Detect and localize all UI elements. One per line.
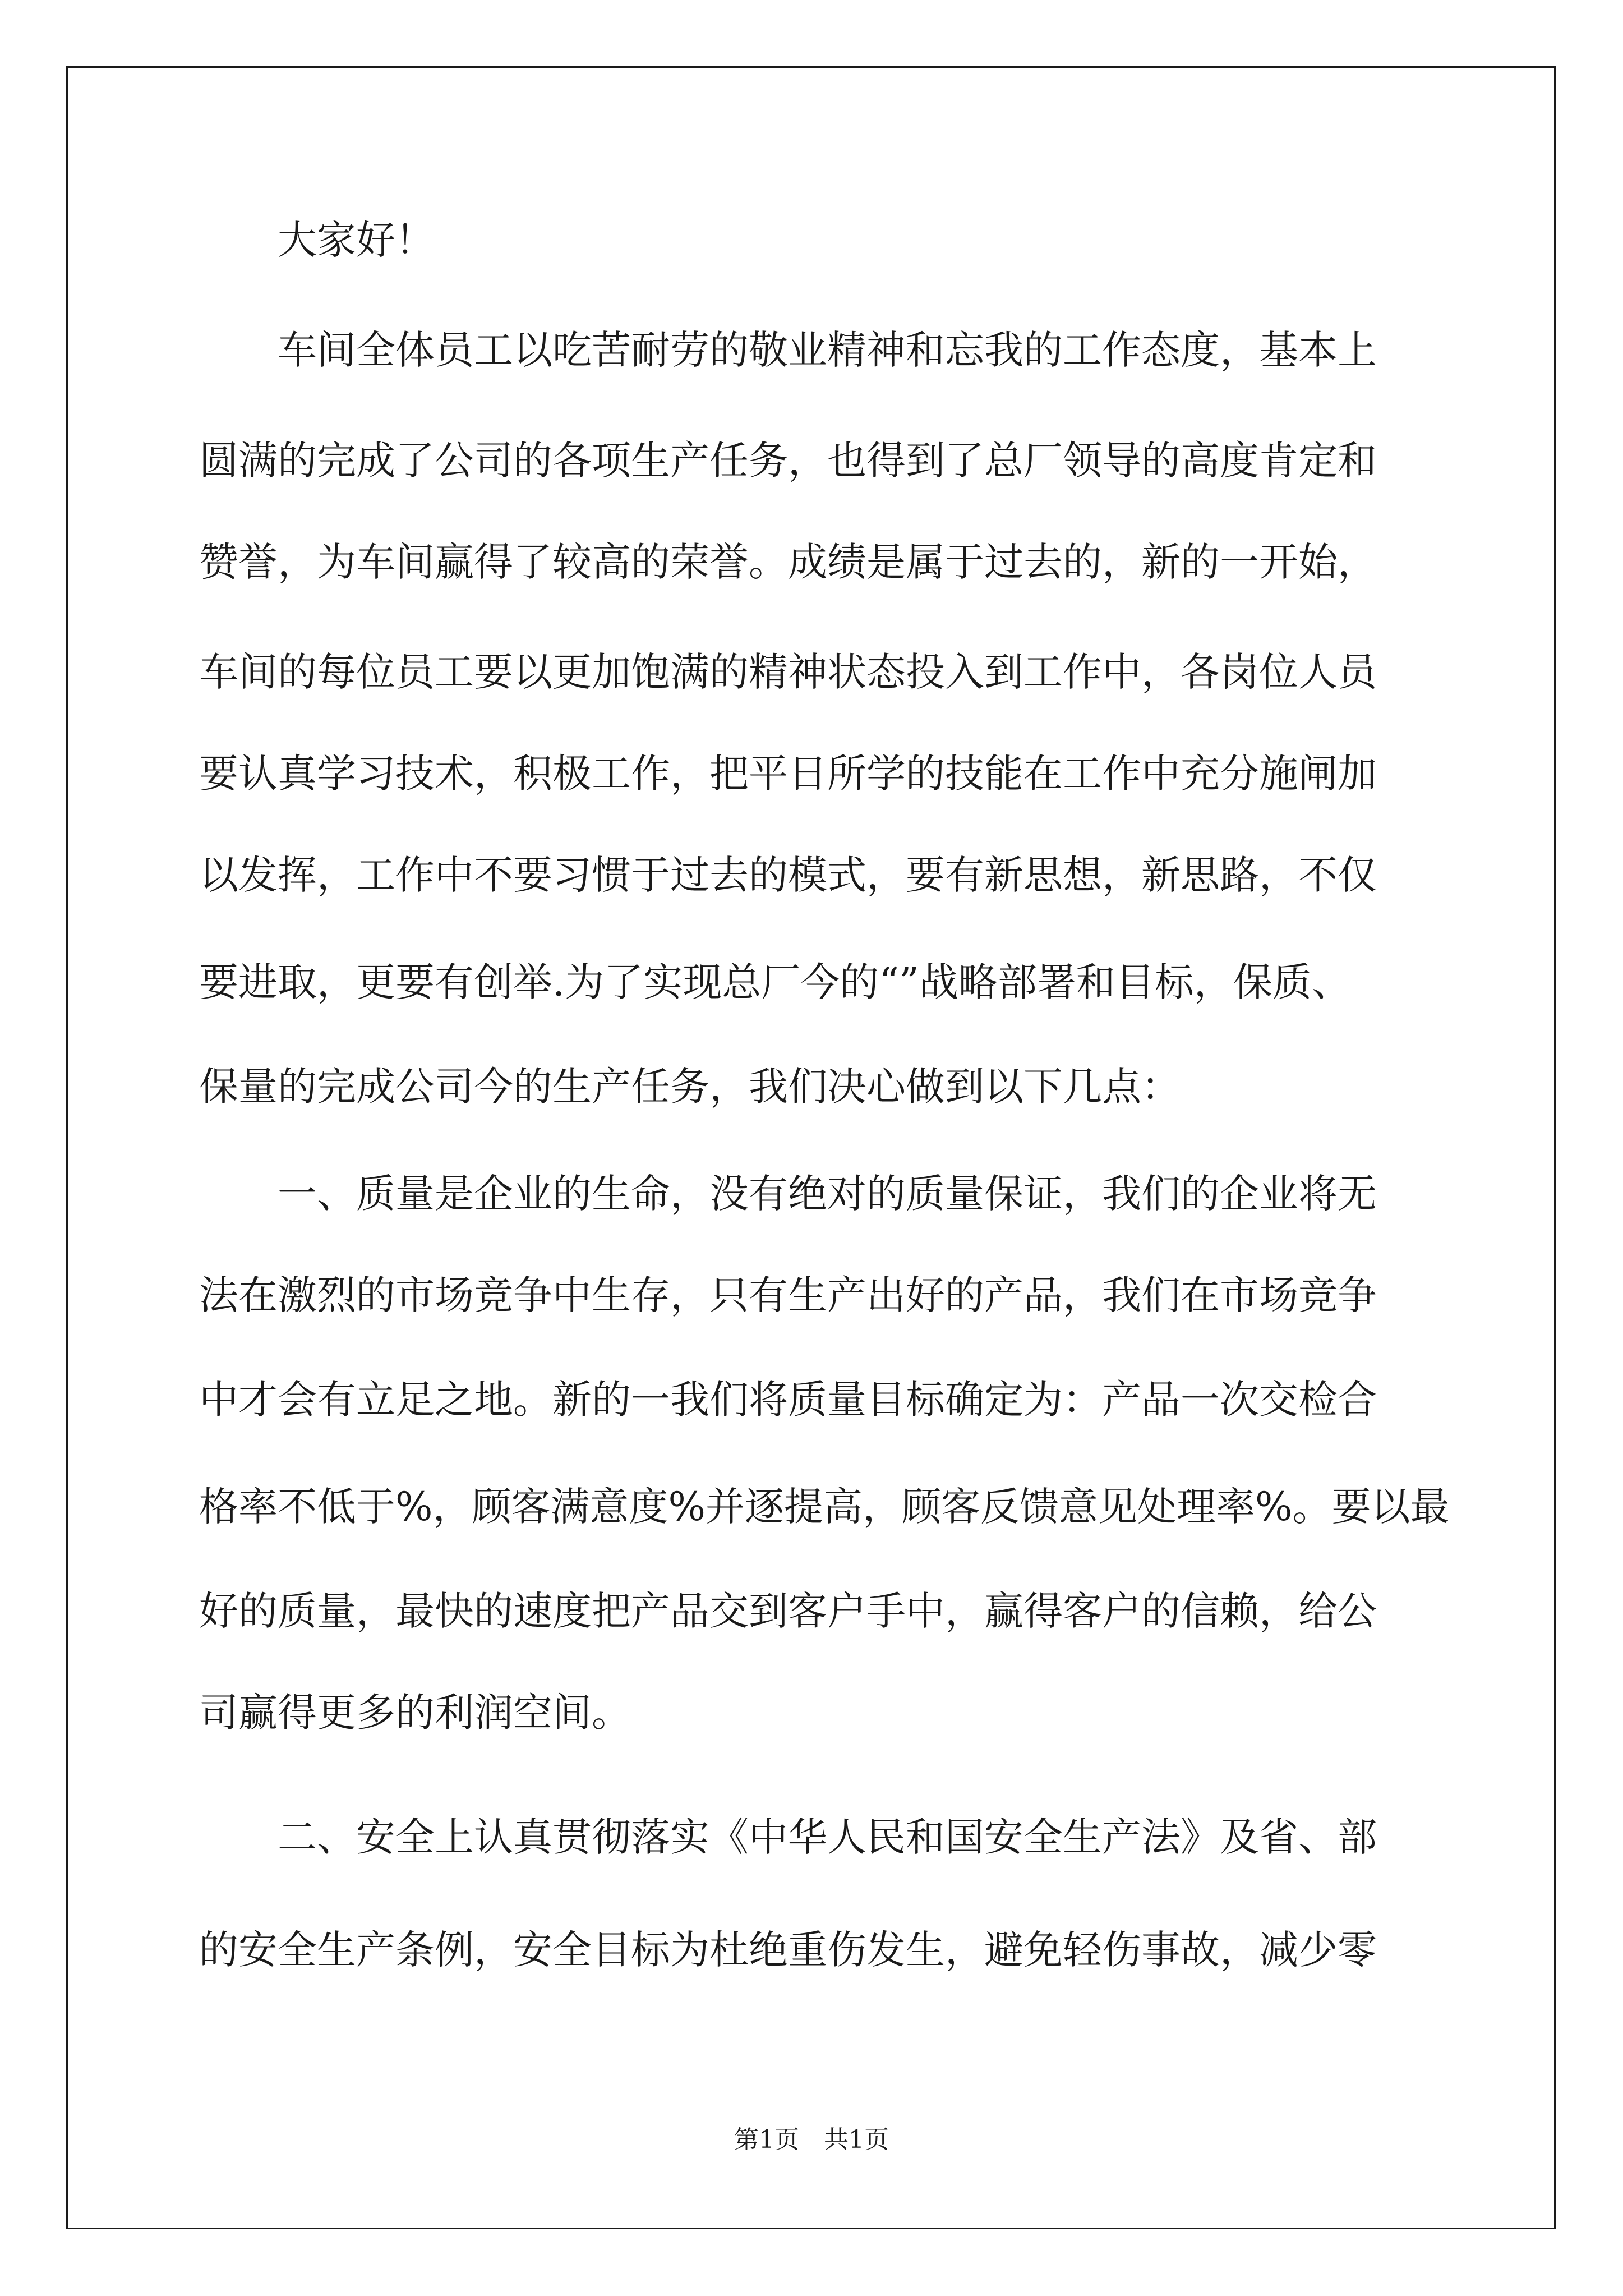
paragraph-line: 要认真学习技术，积极工作，把平日所学的技能在工作中充分施闸加 xyxy=(199,751,1377,797)
paragraph-line: 赞誉，为车间赢得了较高的荣誉。成绩是属于过去的，新的一开始， xyxy=(199,539,1377,585)
paragraph-line: 好的质量，最快的速度把产品交到客户手中，赢得客户的信赖，给公 xyxy=(199,1588,1377,1634)
paragraph-line: 的安全生产条例，安全目标为杜绝重伤发生，避免轻伤事故，减少零 xyxy=(199,1927,1377,1973)
paragraph-line: 司赢得更多的利润空间。 xyxy=(199,1690,631,1736)
paragraph-line: 保量的完成公司今的生产任务，我们决心做到以下几点： xyxy=(199,1064,1181,1110)
paragraph-line: 车间的每位员工要以更加饱满的精神状态投入到工作中，各岗位人员 xyxy=(199,649,1377,695)
page-border xyxy=(66,66,1556,2229)
paragraph-line: 圆满的完成了公司的各项生产任务，也得到了总厂领导的高度肯定和 xyxy=(199,438,1377,484)
paragraph-line: 车间全体员工以吃苦耐劳的敬业精神和忘我的工作态度，基本上 xyxy=(278,327,1377,373)
paragraph-line: 要进取，更要有创举.为了实现总厂今的“”战略部署和目标，保质、 xyxy=(199,959,1351,1005)
greeting-line: 大家好！ xyxy=(278,217,435,263)
paragraph-line: 法在激烈的市场竞争中生存，只有生产出好的产品，我们在市场竞争 xyxy=(199,1272,1377,1318)
paragraph-line: 二、安全上认真贯彻落实《中华人民和国安全生产法》及省、部 xyxy=(278,1814,1377,1860)
page-number-footer: 第1页 共1页 xyxy=(734,2125,889,2154)
paragraph-line: 以发挥，工作中不要习惯于过去的模式，要有新思想，新思路，不仅 xyxy=(199,852,1377,898)
paragraph-line: 中才会有立足之地。新的一我们将质量目标确定为：产品一次交检合 xyxy=(199,1377,1377,1423)
paragraph-line: 格率不低于%，顾客满意度%并逐提高，顾客反馈意见处理率%。要以最 xyxy=(199,1484,1450,1530)
paragraph-line: 一、质量是企业的生命，没有绝对的质量保证，我们的企业将无 xyxy=(278,1171,1377,1217)
